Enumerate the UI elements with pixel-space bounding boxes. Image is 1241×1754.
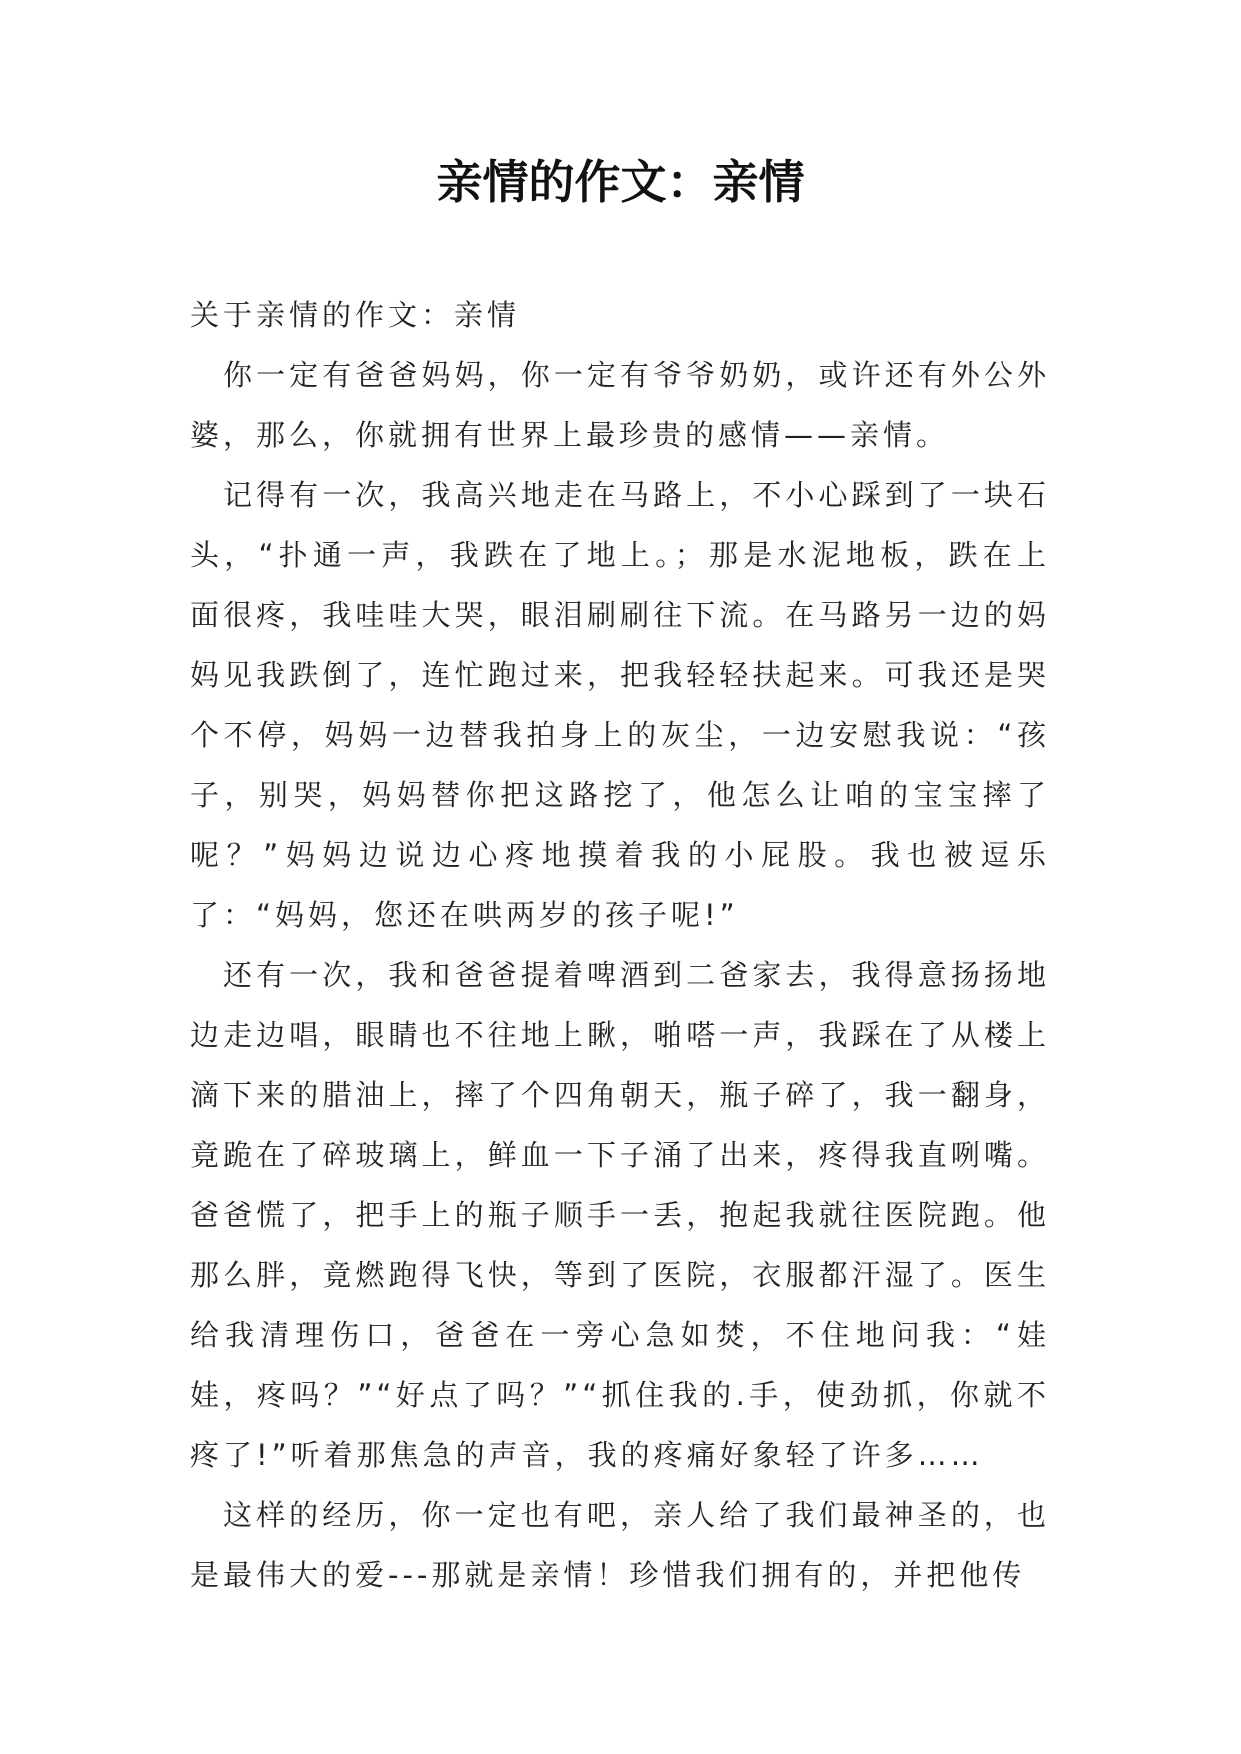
paragraph-2: 记得有一次，我高兴地走在马路上，不小心踩到了一块石头，“扑通一声，我跌在了地上。；那是水泥地板，跌在上面很疼，我哇哇大哭，眼泪刷刷往下流。在马路另一边的妈妈见我跌倒了，连忙跑过来，把我轻轻扶起来。可我还是哭个不停，妈妈一边替我拍身上的灰尘，一边安慰我说：“孩子，别哭，妈妈替你把这路挖了，他怎么让咱的宝宝摔了呢？”妈妈边说边心疼地摸着我的小屁股。我也被逗乐了：“妈妈，您还在哄两岁的孩子呢!” bbox=[190, 478, 1050, 932]
paragraph-4: 这样的经历，你一定也有吧，亲人给了我们最神圣的，也是最伟大的爱---那就是亲情！珍惜我们拥有的，并把他传 bbox=[190, 1498, 1050, 1592]
paragraph-1: 你一定有爸爸妈妈，你一定有爷爷奶奶，或许还有外公外婆，那么，你就拥有世界上最珍贵的感情——亲情。 bbox=[190, 358, 1050, 452]
document-title: 亲情的作文：亲情 bbox=[436, 155, 805, 209]
document-subtitle: 关于亲情的作文：亲情 bbox=[190, 298, 521, 332]
paragraph-3: 还有一次，我和爸爸提着啤酒到二爸家去，我得意扬扬地边走边唱，眼睛也不往地上瞅，啪嗒一声，我踩在了从楼上滴下来的腊油上，摔了个四角朝天，瓶子碎了，我一翻身，竟跪在了碎玻璃上，鲜血一下子涌了出来，疼得我直咧嘴。爸爸慌了，把手上的瓶子顺手一丢，抱起我就往医院跑。他那么胖，竟燃跑得飞快，等到了医院，衣服都汗湿了。医生给我清理伤口，爸爸在一旁心急如焚，不住地问我：“娃娃，疼吗？”“好点了吗？”“抓住我的.手，使劲抓，你就不疼了!”听着那焦急的声音，我的疼痛好象轻了许多…… bbox=[190, 958, 1050, 1472]
document-body bbox=[190, 285, 1050, 1605]
